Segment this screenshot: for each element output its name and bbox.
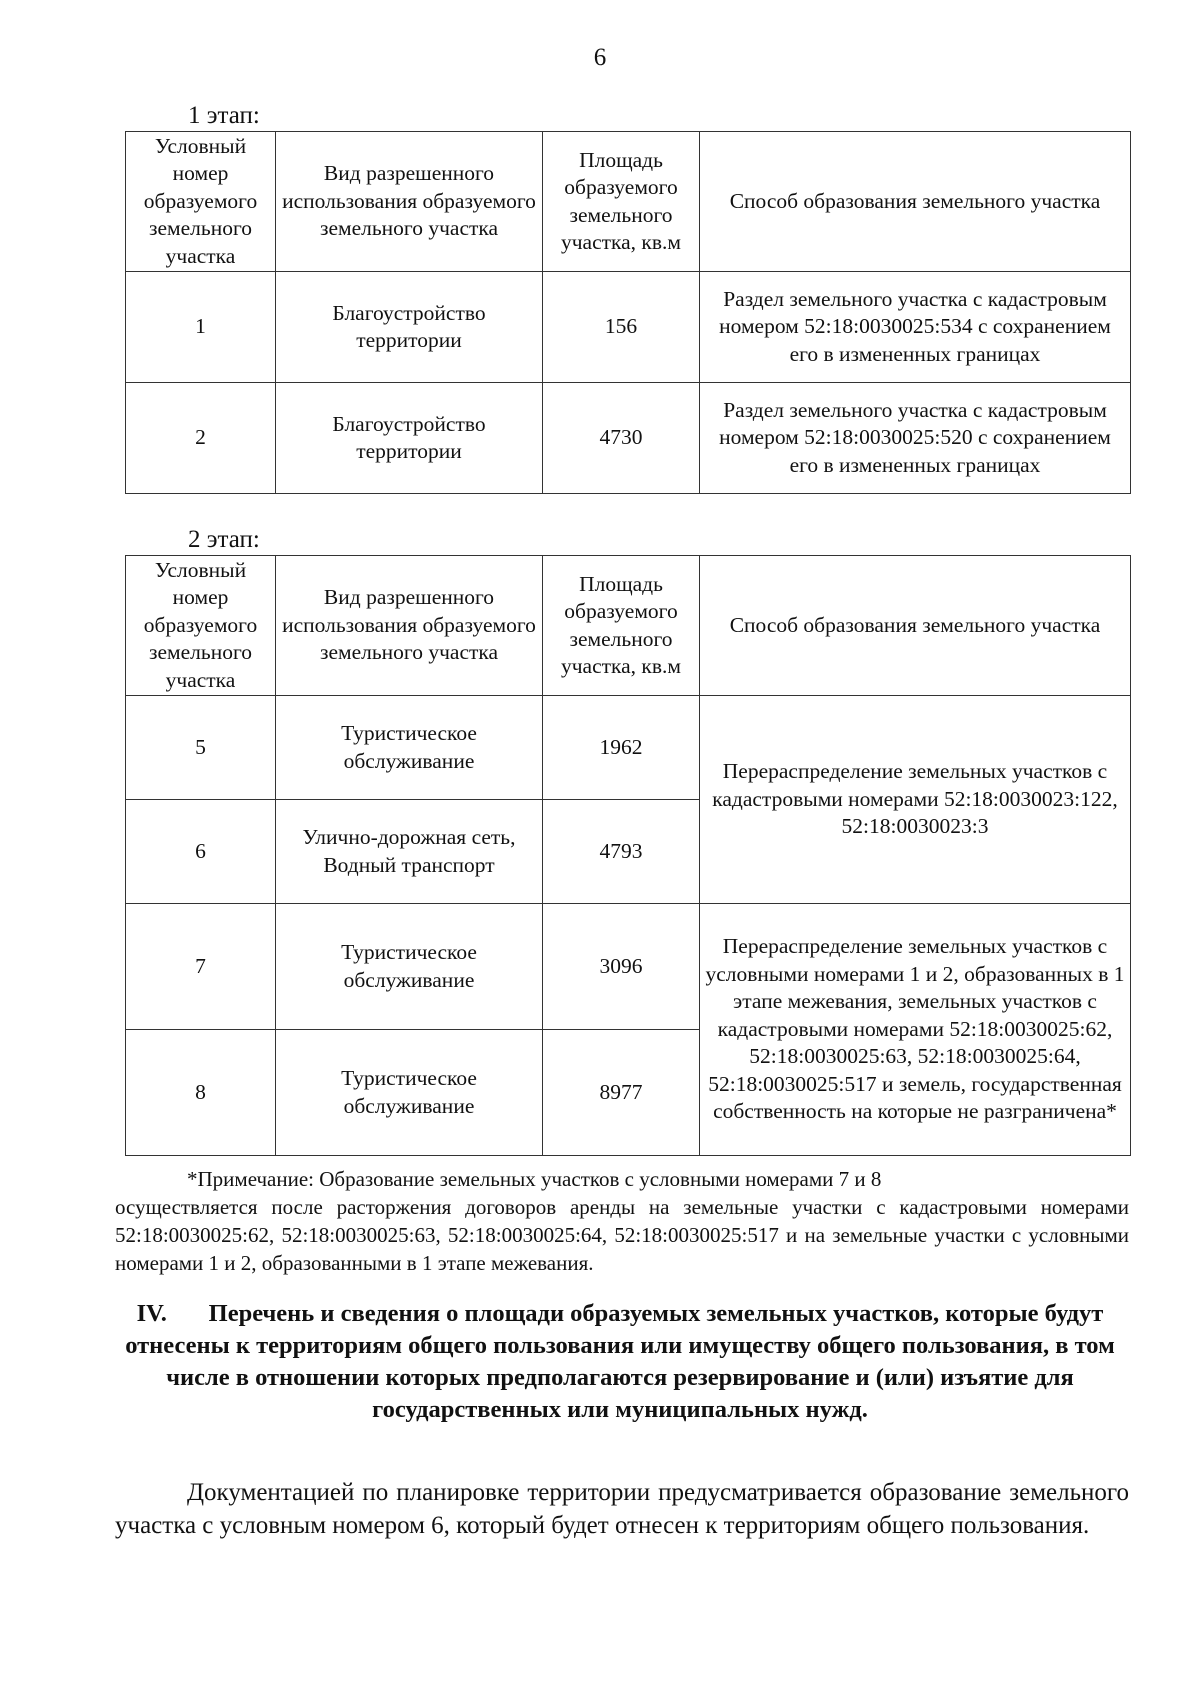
header-area: Площадь образуемого земельного участка, кв.м (543, 132, 700, 272)
header-permitted-use: Вид разрешенного использования образуемого земельного участка (276, 132, 543, 272)
header-permitted-use: Вид разрешенного использования образуемого земельного участка (276, 556, 543, 696)
table-row (126, 272, 1131, 383)
body-paragraph: Документацией по планировке территории предусматривается образование земельного участка с условным номером 6, который будет отнесен к территориям общего пользования. (115, 1479, 1129, 1539)
cell-area: 4730 (543, 383, 700, 494)
cell-plot-number: 5 (126, 696, 276, 800)
cell-permitted-use: Благоустройство территории (276, 272, 543, 383)
header-area: Площадь образуемого земельного участка, кв.м (543, 556, 700, 696)
footnote-first-line: *Примечание: Образование земельных участков с условными номерами 7 и 8 (187, 1167, 882, 1191)
table-row (126, 696, 1131, 800)
cell-area: 4793 (543, 800, 700, 904)
table-row (126, 904, 1131, 1030)
table-header-row (126, 556, 1131, 696)
cell-area: 8977 (543, 1030, 700, 1156)
cell-plot-number: 2 (126, 383, 276, 494)
table-header-row (126, 132, 1131, 272)
stage-2-table (125, 555, 1131, 1156)
cell-formation-method: Перераспределение земельных участков с кадастровыми номерами 52:18:0030023:122, 52:18:0030023:3 (700, 696, 1131, 904)
section-title-text: Перечень и сведения о площади образуемых земельных участков, которые будут отнесены к территориям общего пользования или имуществу общего пользования, в том числе в отношении которых предполагаются резервирование и (или) изъятие для государственных или муниципальных нужд. (125, 1300, 1115, 1423)
header-plot-number: Условный номер образуемого земельного участка (126, 132, 276, 272)
cell-plot-number: 1 (126, 272, 276, 383)
footnote-continuation: осуществляется после расторжения договоров аренды на земельные участки с кадастровыми номерами 52:18:0030025:62, 52:18:0030025:63, 52:18:0030025:64, 52:18:0030025:517 и на земельные участки с условными номерами 1 и 2, образованными в 1 этапе межевания. (115, 1195, 1129, 1275)
cell-plot-number: 8 (126, 1030, 276, 1156)
header-formation-method: Способ образования земельного участка (700, 556, 1131, 696)
cell-formation-method: Раздел земельного участка с кадастровым номером 52:18:0030025:534 с сохранением его в измененных границах (700, 272, 1131, 383)
section-number: IV. (136, 1300, 167, 1327)
stage-1-label: 1 этап: (188, 102, 260, 129)
cell-formation-method: Перераспределение земельных участков с условными номерами 1 и 2, образованных в 1 этапе межевания, земельных участков с кадастровыми номерами 52:18:0030025:62, 52:18:0030025:63, 52:18:0030025:64, 52:18:0030025:517 и земель, государственная собственность на которые не разграничена* (700, 904, 1131, 1156)
table-footnote (115, 1165, 1129, 1277)
cell-permitted-use: Улично-дорожная сеть, Водный транспорт (276, 800, 543, 904)
stage-2-label: 2 этап: (188, 526, 260, 553)
stage-1-table (125, 131, 1131, 494)
cell-permitted-use: Туристическое обслуживание (276, 1030, 543, 1156)
page-number: 6 (593, 44, 607, 71)
cell-area: 156 (543, 272, 700, 383)
cell-area: 3096 (543, 904, 700, 1030)
cell-plot-number: 6 (126, 800, 276, 904)
header-plot-number: Условный номер образуемого земельного участка (126, 556, 276, 696)
cell-area: 1962 (543, 696, 700, 800)
section-heading (120, 1298, 1120, 1426)
cell-permitted-use: Туристическое обслуживание (276, 696, 543, 800)
cell-plot-number: 7 (126, 904, 276, 1030)
cell-formation-method: Раздел земельного участка с кадастровым номером 52:18:0030025:520 с сохранением его в измененных границах (700, 383, 1131, 494)
cell-permitted-use: Туристическое обслуживание (276, 904, 543, 1030)
header-formation-method: Способ образования земельного участка (700, 132, 1131, 272)
cell-permitted-use: Благоустройство территории (276, 383, 543, 494)
table-row (126, 383, 1131, 494)
